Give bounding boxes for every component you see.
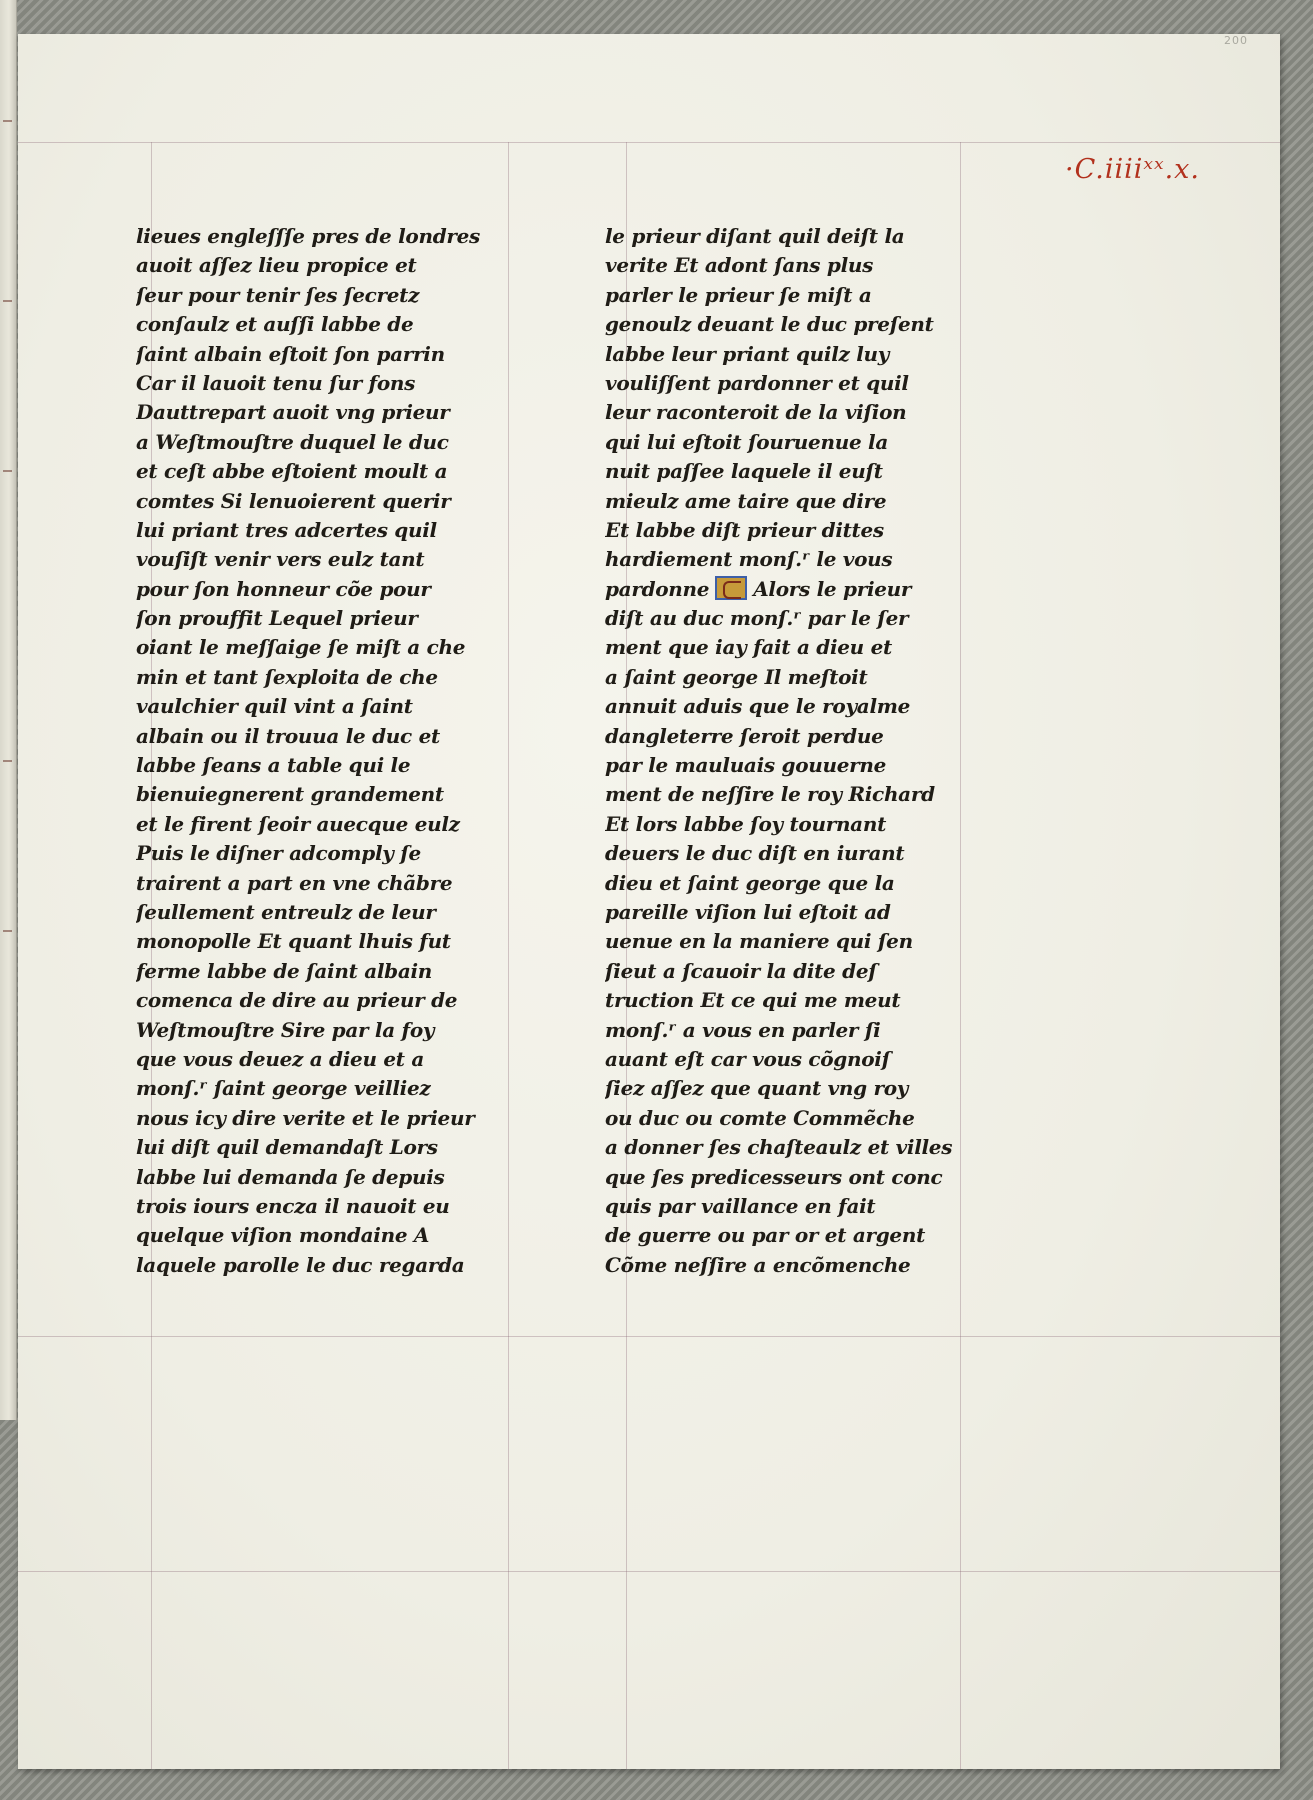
text-line: ſieut a ſcauoir la dite deſ (605, 958, 877, 983)
chapter-numeral: ·C.iiiiˣˣ.x. (1065, 154, 1200, 185)
text-line: labbe leur priant quilz luy (605, 341, 890, 366)
text-line: monſ.ʳ ſaint george veilliez (136, 1076, 431, 1101)
text-line: mieulz ame taire que dire (605, 488, 887, 513)
text-line: hardiement monſ.ʳ le vous (605, 547, 893, 572)
text-line: ferme labbe de ſaint albain (136, 958, 433, 983)
text-line: vouliſſent pardonner et quil (605, 370, 909, 395)
decorated-initial-icon (715, 576, 747, 600)
left-page-edge-mark (3, 470, 12, 472)
text-line: uenue en la maniere qui ſen (605, 929, 913, 954)
text-line: Weſtmouſtre Sire par la foy (136, 1017, 435, 1042)
text-line: lui priant tres adcertes quil (136, 517, 437, 542)
text-line: pour ſon honneur cõe pour (136, 576, 431, 601)
text-line: Cõme neſſire a encõmenche (605, 1252, 911, 1277)
text-line: trois iours encza il nauoit eu (136, 1193, 450, 1218)
text-line: ſiez aſſez que quant vng roy (605, 1076, 909, 1101)
text-line: comenca de dire au prieur de (136, 988, 458, 1013)
text-line: nuit paſſee laquele il euſt (605, 459, 883, 484)
text-line: lui diſt quil demandaſt Lors (136, 1135, 438, 1160)
text-line: Dauttrepart auoit vng prieur (136, 400, 450, 425)
text-line: a donner ſes chaſteaulz et villes (605, 1135, 953, 1160)
text-line: conſaulz et auſſi labbe de (136, 312, 414, 337)
text-line: auoit aſſez lieu propice et (136, 253, 417, 278)
text-line: lieues engleſſſe pres de londres (136, 224, 481, 248)
left-page-edge-mark (3, 930, 12, 932)
text-line-with-initial (605, 575, 1000, 604)
text-line-segment: Alors le prieur (753, 576, 912, 601)
text-line: quis par vaillance en fait (605, 1193, 876, 1218)
text-line: Car il lauoit tenu ſur fons (136, 370, 416, 395)
text-line: trairent a part en vne chãbre (136, 870, 453, 895)
text-line: nous icy dire verite et le prieur (136, 1105, 475, 1130)
text-line: labbe ſeans a table qui le (136, 753, 411, 778)
ruling-line (18, 1571, 1280, 1572)
text-line: comtes Si lenuoierent querir (136, 488, 451, 513)
text-line: ſeullement entreulz de leur (136, 899, 436, 924)
left-page-edge-mark (3, 760, 12, 762)
text-line: et ceſt abbe eſtoient moult a (136, 459, 448, 484)
text-line: Et lors labbe ſoy tournant (605, 811, 887, 836)
text-line: leur raconteroit de la viſion (605, 400, 907, 425)
text-line: a ſaint george Il meſtoit (605, 664, 868, 689)
text-line: et le firent ſeoir auecque eulz (136, 811, 460, 836)
text-line: a Weſtmouſtre duquel le duc (136, 429, 449, 454)
ruling-line (18, 1336, 1280, 1337)
text-line: diſt au duc monſ.ʳ par le ſer (605, 606, 909, 631)
text-line: min et tant ſexploita de che (136, 664, 438, 689)
text-line: genoulz deuant le duc preſent (605, 312, 934, 337)
text-line: de guerre ou par or et argent (605, 1223, 926, 1248)
text-line: par le mauluais gouuerne (605, 753, 887, 778)
text-line: vouſiſt venir vers eulz tant (136, 547, 425, 572)
text-line: ſeur pour tenir ſes ſecretz (136, 282, 420, 307)
left-page-edge-mark (3, 120, 12, 122)
text-line: dieu et ſaint george que la (605, 870, 895, 895)
text-line: deuers le duc diſt en iurant (605, 841, 905, 866)
text-line: monopolle Et quant lhuis fut (136, 929, 451, 954)
text-line: ſon prouffit Lequel prieur (136, 606, 418, 631)
left-page-edge-mark (3, 300, 12, 302)
left-page-edge (0, 0, 17, 1420)
text-column-right (605, 222, 1000, 1280)
text-line: oiant le meſſaige ſe miſt a che (136, 635, 466, 660)
text-line: quelque viſion mondaine A (136, 1223, 430, 1248)
text-column-left (136, 222, 531, 1280)
text-line: bienuiegnerent grandement (136, 782, 444, 807)
text-line: pareille viſion lui eſtoit ad (605, 899, 891, 924)
text-line: verite Et adont ſans plus (605, 253, 874, 278)
text-line: annuit aduis que le royalme (605, 694, 911, 719)
text-line: qui lui eſtoit ſouruenue la (605, 429, 889, 454)
text-line: albain ou il trouua le duc et (136, 723, 440, 748)
text-line: truction Et ce qui me meut (605, 988, 901, 1013)
text-line: ſaint albain eſtoit ſon parrin (136, 341, 445, 366)
text-line: auant eſt car vous cõgnoiſ (605, 1046, 890, 1071)
text-line: vaulchier quil vint a ſaint (136, 694, 413, 719)
text-line: monſ.ʳ a vous en parler ſi (605, 1017, 881, 1042)
text-line: ment que iay fait a dieu et (605, 635, 892, 660)
text-line: parler le prieur ſe miſt a (605, 282, 872, 307)
text-line: que ſes predicesseurs ont conc (605, 1164, 943, 1189)
text-line: laquele parolle le duc regarda (136, 1252, 465, 1277)
text-line: que vous deuez a dieu et a (136, 1046, 425, 1071)
text-line: ou duc ou comte Commẽche (605, 1105, 915, 1130)
text-line: dangleterre ſeroit perdue (605, 723, 884, 748)
text-line: Puis le diſner adcomply ſe (136, 841, 421, 866)
text-line: le prieur diſant quil deiſt la (605, 224, 905, 248)
folio-number: 200 (1224, 34, 1248, 47)
text-line: labbe lui demanda ſe depuis (136, 1164, 445, 1189)
ruling-line (18, 142, 1280, 143)
text-line: ment de neſſire le roy Richard (605, 782, 935, 807)
text-line: Et labbe diſt prieur dittes (605, 517, 884, 542)
text-line-segment: pardonne (605, 576, 710, 601)
